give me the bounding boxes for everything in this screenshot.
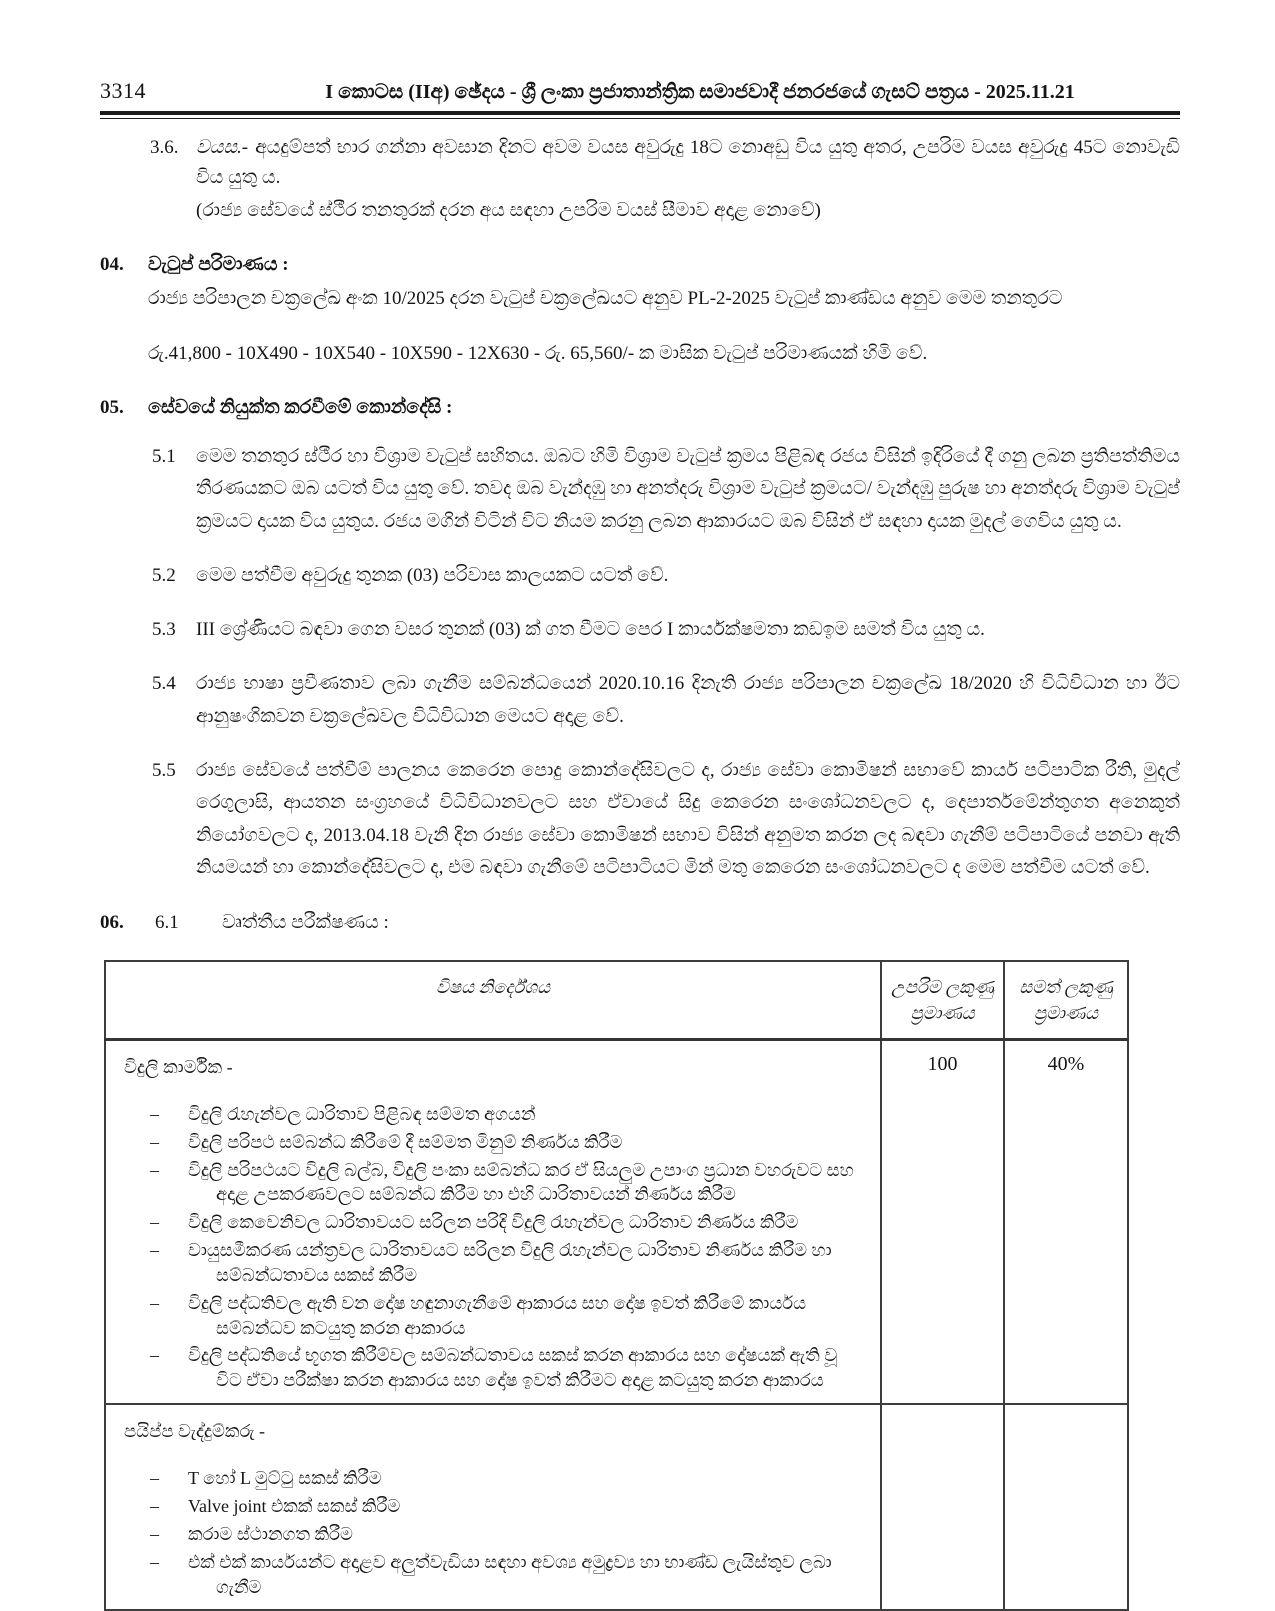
age-limit-note: (රාජ්‍ය සේවයේ ස්ථීර තනතුරක් දරන අය සඳහා උපරිම වයස් සීමාව අදාළ නොවේ)	[196, 199, 821, 221]
bullet-text: විදුලි කෙවෙනිවල ධාරිතාවයට සරිලන පරිදි විදුලි රැහැන්වල ධාරිතාව නිර්ණය කිරීම	[188, 1212, 799, 1233]
section-06-sub-number: 6.1	[155, 912, 179, 934]
syllabus-bullet	[124, 1494, 866, 1519]
clause-3-6-body	[196, 133, 1180, 226]
clause-3-6-sentence: අයදුම්පත් භාර ගන්නා අවසාන දිනට අවම වයස අවුරුදු 18ට නොඅඩු විය යුතු අතර, උපරිම වයස අවුරුදු 45ට නොවැඩි විය යුතු ය.	[196, 137, 1180, 189]
dash-icon: –	[150, 1468, 159, 1489]
section-05-number: 05.	[100, 396, 124, 418]
condition-item	[152, 441, 1180, 538]
dash-icon: –	[150, 1496, 159, 1517]
condition-text: III ශ්‍රේණියට බඳවා ගෙන වසර තුනක් (03) ක් ගත වීමට පෙර I කාර්යක්ෂමතා කඩඉම සමත් විය යුතු ය.	[196, 619, 985, 641]
bullet-text: කරාම ස්ථානගත කිරීම	[188, 1523, 353, 1544]
syllabus-bullet	[124, 1343, 866, 1393]
condition-number: 5.5	[152, 760, 176, 782]
running-head	[100, 78, 1180, 104]
section-06-number: 06.	[100, 912, 124, 934]
clause-3-6-number: 3.6.	[150, 137, 179, 158]
section-04-heading-row	[100, 254, 1180, 276]
bullet-text: විදුලි පරිපථයට විදුලි බල්බ, විදුලි පංකා සම්බන්ධ කර ඒ සියලුම උපාංග ප්‍රධාන වහරුවට සහ අදාළ උපකරණවලට සම්බන්ධ කිරීම හා එහි ධාරිතාවයන් නිර්ණය කිරීම	[188, 1159, 854, 1205]
bullet-text: විදුලි පද්ධතිවල ඇති වන දෝෂ හඳුනාගැනීමේ ආකාරය සහ දෝෂ ඉවත් කිරීමේ කාර්යය සම්බන්ධව කටයුතු කරන ආකාරය	[188, 1292, 807, 1338]
bullet-text: විදුලි රැහැන්වල ධාරිතාව පිළිබඳ සම්මත අගයන්	[188, 1103, 536, 1124]
electrician-pass-marks: 40%	[1004, 1039, 1128, 1404]
dash-icon: –	[150, 1523, 159, 1544]
dash-icon: –	[150, 1159, 159, 1180]
condition-item	[152, 614, 1180, 646]
section-06-heading: වෘත්තීය පරීක්ෂණය :	[222, 912, 389, 934]
exam-table	[104, 960, 1129, 1611]
col-header-syllabus: විෂය නිර්දේශය	[105, 961, 881, 1039]
condition-item	[152, 668, 1180, 733]
plumber-max-marks	[881, 1404, 1004, 1610]
trade-title: විදුලි කාර්මික -	[124, 1056, 233, 1077]
syllabus-bullet	[124, 1550, 866, 1600]
syllabus-bullet	[124, 1466, 866, 1491]
section-05	[100, 397, 1180, 884]
table-row-electrician	[105, 1039, 1128, 1404]
section-05-heading-row	[100, 397, 1180, 419]
bullet-text: Valve joint එකක් සකස් කිරීම	[188, 1496, 401, 1517]
syllabus-bullet	[124, 1102, 866, 1127]
condition-item	[152, 755, 1180, 884]
plumber-pass-marks	[1004, 1404, 1128, 1610]
bullet-text: එක් එක් කාර්යයන්ට අදාළව අලුත්වැඩියා සඳහා අවශ්‍ය අමුද්‍රව්‍ය හා භාණ්ඩ ලැයිස්තුව ලබා ගැනීම	[188, 1551, 832, 1597]
clause-3-6	[150, 133, 1180, 226]
plumber-syllabus-cell	[105, 1404, 881, 1610]
dash-icon: –	[150, 1345, 159, 1366]
section-05-heading: සේවයේ නියුක්ත කරවීමේ කොන්දේසි :	[148, 396, 453, 418]
condition-item	[152, 560, 1180, 592]
bullet-text: විදුලි පද්ධතියේ භූගත කිරීම්වල සම්බන්ධතාවය සකස් කරන ආකාරය සහ දෝෂයක් ඇති වූ විට ඒවා පරීක්ෂා කරන ආකාරය සහ දෝෂ ඉවත් කිරීමට අදාළ කටයුතු කරන ආකාරය	[188, 1345, 838, 1391]
syllabus-bullet	[124, 1130, 866, 1155]
bullet-text: වායුසමීකරණ යන්ත්‍රවල ධාරිතාවයට සරිලන විදුලි රැහැන්වල ධාරිතාව නිර්ණය කිරීම හා සම්බන්ධතාවය සකස් කිරීම	[188, 1240, 832, 1285]
dash-icon: –	[150, 1240, 159, 1261]
section-04-number: 04.	[100, 254, 124, 276]
trade-title: පයිප්ප වැද්දුම්කරු -	[124, 1421, 266, 1442]
salary-intro-paragraph: රාජ්‍ය පරිපාලන චක්‍රලේඛ අංක 10/2025 දරන වැටුප් චක්‍රලේඛයට අනුව PL-2-2025 වැටුප් කාණ්ඩය අනුව මෙම තනතුරට	[148, 288, 1063, 310]
exam-table-header-row	[105, 961, 1128, 1039]
col-header-pass-marks: සමත් ලකුණු ප්‍රමාණය	[1004, 961, 1128, 1039]
clause-3-6-text	[196, 133, 1180, 194]
syllabus-bullet	[124, 1158, 866, 1208]
header-rule	[100, 111, 1180, 119]
section-06-heading-row	[100, 912, 1180, 934]
section-04	[100, 254, 1180, 369]
salary-scale-line: රු.41,800 - 10X490 - 10X540 - 10X590 - 12X630 - රු. 65,560/- ක මාසික වැටුප් පරිමාණයක් හිමි වේ.	[148, 342, 928, 364]
plumber-bullet-list	[124, 1466, 866, 1599]
clause-3-6-lead: වයස.-	[196, 137, 249, 158]
bullet-text: විදුලි පරිපථ සම්බන්ධ කිරීමේ දී සම්මත මිනුම් නිර්ණය කිරීම	[188, 1131, 623, 1152]
condition-number: 5.3	[152, 619, 176, 641]
condition-number: 5.4	[152, 673, 176, 695]
condition-number: 5.2	[152, 564, 176, 586]
electrician-max-marks: 100	[881, 1039, 1004, 1404]
electrician-bullet-list	[124, 1102, 866, 1393]
gazette-header-title: I කොටස (IIඅ) ඡේදය - ශ්‍රී ලංකා ප්‍රජාතාන්ත්‍රික සමාජවාදී ජනරජයේ ගැසට් පත්‍රය - 2025.11.21	[325, 81, 1075, 103]
section-04-heading: වැටුප් පරිමාණය :	[148, 254, 289, 276]
condition-number: 5.1	[152, 445, 176, 467]
electrician-syllabus-cell	[105, 1039, 881, 1404]
dash-icon: –	[150, 1292, 159, 1313]
syllabus-bullet	[124, 1291, 866, 1341]
condition-text: මෙම තනතුර ස්ථීර හා විශ්‍රාම වැටුප් සහිතය. ඔබට හිමි විශ්‍රාම වැටුප් ක්‍රමය පිළිබඳ රජය විසින් ඉදිරියේ දී ගනු ලබන ප්‍රතිපත්තිමය තීරණයකට ඔබ යටත් විය යුතු වේ. තවද ඔබ වැන්දඹු හා අනත්දරු විශ්‍රාම වැටුප් ක්‍රමයට/ වැන්දඹු පුරුෂ හා අනත්දරු විශ්‍රාම වැටුප් ක්‍රමයට දායක විය යුතුය. රජය මගින් විටින් විට නියම කරනු ලබන ආකාරයට ඔබ විසින් ඒ සඳහා දායක මුදල් ගෙවිය යුතු ය.	[196, 445, 1180, 532]
bullet-text: T හෝ L මුට්ටු සකස් කිරීම	[188, 1468, 382, 1489]
syllabus-bullet	[124, 1210, 866, 1235]
dash-icon: –	[150, 1103, 159, 1124]
syllabus-bullet	[124, 1238, 866, 1288]
page-number: 3314	[100, 78, 146, 103]
dash-icon: –	[150, 1131, 159, 1152]
condition-text: මෙම පත්වීම අවුරුදු තුනක (03) පරිවාස කාලයකට යටත් වේ.	[196, 564, 669, 586]
condition-text: රාජ්‍ය භාෂා ප්‍රවීණතාව ලබා ගැනීම සම්බන්ධයෙන් 2020.10.16 දිනැති රාජ්‍ය පරිපාලන චක්‍රලේඛ 18/2020 හි විධිවිධාන හා ඊට ආනුෂංගිකවන චක්‍රලේඛවල විධිවිධාන මෙයට අදාළ වේ.	[196, 673, 1180, 727]
condition-text: රාජ්‍ය සේවයේ පත්වීම් පාලනය කෙරෙන පොදු කොන්දේසිවලට ද, රාජ්‍ය සේවා කොමිෂන් සභාවේ කාර්ය පටිපාටික රීති, මුදල් රෙගුලාසි, ආයතන සංග්‍රහයේ විධිවිධානවලට සහ ඒවායේ සිදු කෙරෙන සංශෝධනවලට ද, දෙපාර්තමේන්තුගත අනෙකුත් නියෝගවලට ද, 2013.04.18 වැනි දින රාජ්‍ය සේවා කොමිෂන් සභාව විසින් අනුමත කරන ලද බඳවා ගැනීම් පටිපාටියේ පනවා ඇති නියමයන් හා කොන්දේසිවලට ද, එම බඳවා ගැනීමේ පටිපාටියට මින් මතු කෙරෙන සංශෝධනවලට ද මෙම පත්වීම යටත් වේ.	[196, 760, 1180, 878]
syllabus-bullet	[124, 1522, 866, 1547]
table-row-plumber	[105, 1404, 1128, 1610]
dash-icon: –	[150, 1212, 159, 1233]
dash-icon: –	[150, 1551, 159, 1572]
col-header-max-marks: උපරිම ලකුණු ප්‍රමාණය	[881, 961, 1004, 1039]
